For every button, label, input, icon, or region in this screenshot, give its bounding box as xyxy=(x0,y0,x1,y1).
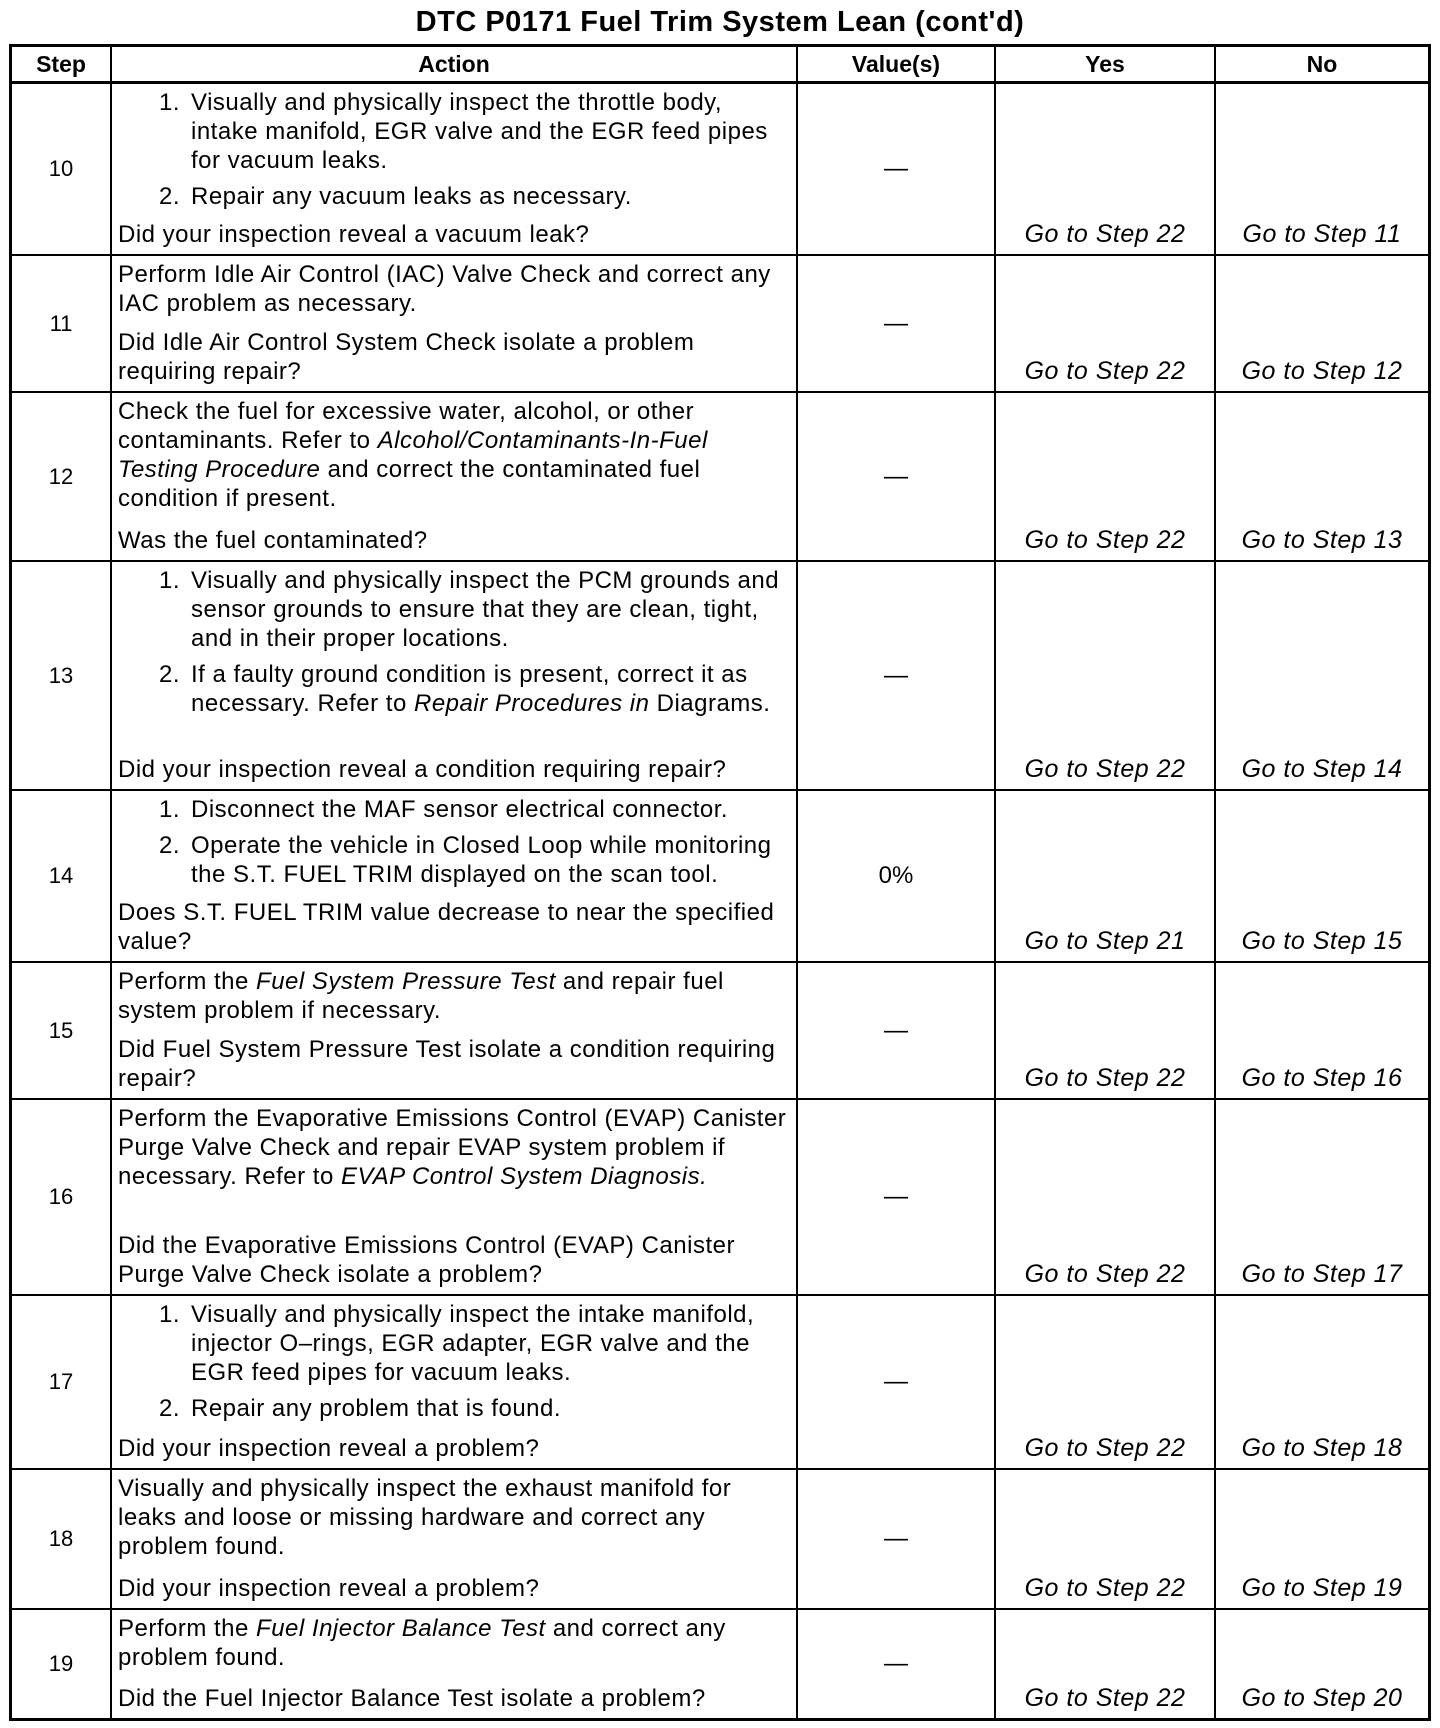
yes-goto-text: Go to Step 21 xyxy=(1024,927,1186,955)
no-goto-text: Go to Step 20 xyxy=(1241,1684,1403,1712)
action-question: Did your inspection reveal a vacuum leak? xyxy=(118,221,590,248)
value-cell: — xyxy=(798,562,994,789)
no-result xyxy=(1216,1470,1428,1608)
action-cell xyxy=(112,562,796,789)
action-step-item xyxy=(118,795,792,824)
yes-result xyxy=(996,1296,1214,1468)
reference-title: Fuel Injector Balance Test xyxy=(256,1615,546,1642)
action-instructions xyxy=(118,88,792,211)
step-number: 18 xyxy=(12,1470,110,1608)
reference-title: Alcohol/Contaminants-In-Fuel Testing Procedure xyxy=(118,427,708,483)
yes-goto-text: Go to Step 22 xyxy=(1024,1434,1186,1462)
yes-goto-text: Go to Step 22 xyxy=(1024,755,1186,783)
reference-title: Fuel System Pressure Test xyxy=(256,968,556,995)
no-result xyxy=(1216,1610,1428,1718)
text-run: If a faulty ground condition is present, correct it as necessary. Refer to xyxy=(191,661,748,717)
yes-result xyxy=(996,256,1214,391)
action-step-number: 1. xyxy=(158,796,180,823)
action-step-item xyxy=(118,660,792,718)
no-goto-text: Go to Step 13 xyxy=(1241,526,1403,554)
no-goto-text: Go to Step 14 xyxy=(1241,755,1403,783)
action-step-number: 2. xyxy=(158,183,180,210)
no-result xyxy=(1216,84,1428,254)
no-result xyxy=(1216,393,1428,560)
no-goto-text: Go to Step 15 xyxy=(1241,927,1403,955)
action-cell xyxy=(112,84,796,254)
action-question: Did Idle Air Control System Check isolate a problem requiring repair? xyxy=(118,329,695,385)
action-step-text: Visually and physically inspect the throttle body, intake manifold, EGR valve and the EGR feed pipes for vacuum leaks. xyxy=(191,89,768,174)
no-goto-text: Go to Step 18 xyxy=(1241,1434,1403,1462)
page-title: DTC P0171 Fuel Trim System Lean (cont'd) xyxy=(415,6,1025,38)
step-number: 19 xyxy=(12,1610,110,1718)
yes-goto-text: Go to Step 22 xyxy=(1024,1574,1186,1602)
yes-goto-text: Go to Step 22 xyxy=(1024,1064,1186,1092)
action-cell xyxy=(112,1296,796,1468)
yes-result xyxy=(996,963,1214,1098)
action-question: Did the Fuel Injector Balance Test isolate a problem? xyxy=(118,1685,706,1712)
step-number: 15 xyxy=(12,963,110,1098)
action-question: Did your inspection reveal a problem? xyxy=(118,1435,540,1462)
step-number: 16 xyxy=(12,1100,110,1294)
text-run: Perform the xyxy=(118,968,257,995)
no-goto-text: Go to Step 12 xyxy=(1241,357,1403,385)
step-number: 13 xyxy=(12,562,110,789)
step-number: 14 xyxy=(12,791,110,961)
action-cell xyxy=(112,963,796,1098)
action-step-number: 1. xyxy=(158,567,180,594)
action-question: Did your inspection reveal a condition requiring repair? xyxy=(118,756,727,783)
action-paragraph xyxy=(118,1614,792,1672)
action-paragraph: Perform Idle Air Control (IAC) Valve Check and correct any IAC problem as necessary. xyxy=(118,261,771,317)
value-cell: — xyxy=(798,1296,994,1468)
header-action: Action xyxy=(112,47,796,82)
step-number: 12 xyxy=(12,393,110,560)
header-yes: Yes xyxy=(996,47,1214,82)
text-run: Perform the Evaporative Emissions Control (EVAP) Canister Purge Valve Check and repair EVAP system problem if necessary. Refer to xyxy=(118,1105,787,1190)
action-question: Did your inspection reveal a problem? xyxy=(118,1575,540,1602)
no-goto-text: Go to Step 17 xyxy=(1241,1260,1403,1288)
yes-goto-text: Go to Step 22 xyxy=(1024,1260,1186,1288)
yes-goto-text: Go to Step 22 xyxy=(1024,526,1186,554)
action-step-text: Visually and physically inspect the PCM grounds and sensor grounds to ensure that they are clean, tight, and in their proper locations. xyxy=(191,567,780,652)
text-run: Diagrams. xyxy=(649,690,771,717)
no-result xyxy=(1216,256,1428,391)
action-step-item xyxy=(118,831,792,889)
text-run: Perform the xyxy=(118,1615,257,1642)
step-number: 11 xyxy=(12,256,110,391)
action-step-item xyxy=(118,566,792,653)
yes-goto-text: Go to Step 22 xyxy=(1024,1684,1186,1712)
yes-goto-text: Go to Step 22 xyxy=(1024,357,1186,385)
yes-result xyxy=(996,562,1214,789)
no-goto-text: Go to Step 19 xyxy=(1241,1574,1403,1602)
action-paragraph xyxy=(118,397,792,513)
no-result xyxy=(1216,1100,1428,1294)
action-step-text: Repair any vacuum leaks as necessary. xyxy=(191,183,632,210)
diagnostic-table xyxy=(9,44,1431,1721)
text-run: and repair fuel system problem if necessary. xyxy=(118,968,724,1024)
reference-title: EVAP Control System Diagnosis. xyxy=(340,1163,708,1190)
value-cell: — xyxy=(798,393,994,560)
step-number: 10 xyxy=(12,84,110,254)
header-step: Step xyxy=(12,47,110,82)
action-instructions xyxy=(118,1300,792,1423)
yes-result xyxy=(996,1100,1214,1294)
no-result xyxy=(1216,1296,1428,1468)
yes-goto-text: Go to Step 22 xyxy=(1024,220,1186,248)
step-number: 17 xyxy=(12,1296,110,1468)
no-goto-text: Go to Step 11 xyxy=(1242,220,1402,248)
value-cell: 0% xyxy=(798,791,994,961)
action-question: Was the fuel contaminated? xyxy=(118,527,428,554)
no-result xyxy=(1216,791,1428,961)
yes-result xyxy=(996,393,1214,560)
no-result xyxy=(1216,963,1428,1098)
action-instructions xyxy=(118,795,792,889)
no-result xyxy=(1216,562,1428,789)
action-step-number: 2. xyxy=(158,661,180,688)
action-paragraph: Visually and physically inspect the exhaust manifold for leaks and loose or missing hardware and correct any problem found. xyxy=(118,1475,732,1560)
action-instructions xyxy=(118,566,792,718)
header-values: Value(s) xyxy=(798,47,994,82)
action-cell xyxy=(112,1610,796,1718)
text-run: and correct any problem found. xyxy=(118,1615,726,1671)
action-step-text xyxy=(191,660,792,718)
action-question: Did Fuel System Pressure Test isolate a condition requiring repair? xyxy=(118,1036,776,1092)
action-cell xyxy=(112,256,796,391)
action-step-text: Disconnect the MAF sensor electrical connector. xyxy=(191,796,729,823)
action-cell xyxy=(112,393,796,560)
value-cell: — xyxy=(798,963,994,1098)
value-cell: — xyxy=(798,256,994,391)
action-question: Does S.T. FUEL TRIM value decrease to near the specified value? xyxy=(118,899,775,955)
action-step-number: 2. xyxy=(158,1395,180,1422)
action-paragraph xyxy=(118,1104,792,1191)
value-cell: — xyxy=(798,1470,994,1608)
action-cell xyxy=(112,1470,796,1608)
action-step-item xyxy=(118,1394,792,1423)
yes-result xyxy=(996,84,1214,254)
action-step-number: 2. xyxy=(158,832,180,859)
action-step-number: 1. xyxy=(158,1301,180,1328)
reference-title: Repair Procedures in xyxy=(413,690,650,717)
action-paragraph xyxy=(118,967,792,1025)
action-step-item xyxy=(118,182,792,211)
action-step-number: 1. xyxy=(158,89,180,116)
yes-result xyxy=(996,1610,1214,1718)
value-cell: — xyxy=(798,1610,994,1718)
yes-result xyxy=(996,791,1214,961)
value-cell: — xyxy=(798,1100,994,1294)
action-question: Did the Evaporative Emissions Control (EVAP) Canister Purge Valve Check isolate a problem? xyxy=(118,1232,735,1288)
header-no: No xyxy=(1216,47,1428,82)
action-step-item xyxy=(118,1300,792,1387)
text-run: Check the fuel for excessive water, alcohol, or other contaminants. Refer to xyxy=(118,398,695,454)
action-cell xyxy=(112,1100,796,1294)
action-step-item xyxy=(118,88,792,175)
text-run: and correct the contaminated fuel condition if present. xyxy=(118,456,701,512)
action-step-text: Operate the vehicle in Closed Loop while monitoring the S.T. FUEL TRIM displayed on the scan tool. xyxy=(191,832,772,888)
value-cell: — xyxy=(798,84,994,254)
action-step-text: Repair any problem that is found. xyxy=(191,1395,562,1422)
action-cell xyxy=(112,791,796,961)
action-step-text: Visually and physically inspect the intake manifold, injector O–rings, EGR adapter, EGR valve and the EGR feed pipes for vacuum leaks. xyxy=(191,1301,755,1386)
yes-result xyxy=(996,1470,1214,1608)
no-goto-text: Go to Step 16 xyxy=(1241,1064,1403,1092)
